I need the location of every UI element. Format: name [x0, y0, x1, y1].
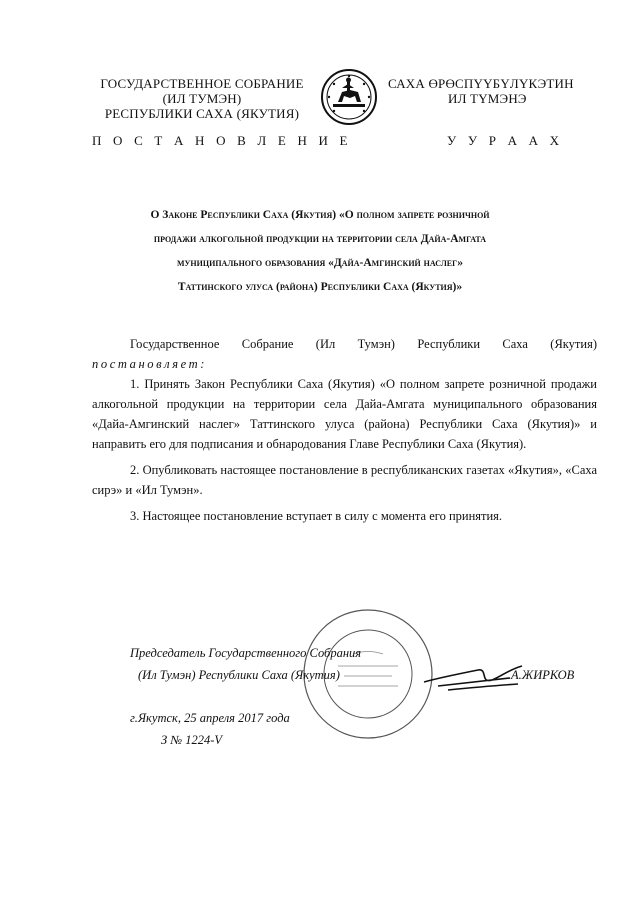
title-line3: муниципального образования «Дайа-Амгинский наслег» — [177, 257, 463, 269]
decrees-word: постановляет: — [92, 357, 207, 371]
doc-type-left: П О С Т А Н О В Л Е Н И Е — [92, 133, 352, 148]
title-line2: продажи алкогольной продукции на территории села Дайа-Амгата — [153, 233, 487, 245]
title-line1: О Законе Республики Саха (Якутия) «О полном запрете розничной — [150, 209, 490, 221]
header-right — [388, 76, 618, 106]
org-name-sakha-line1: САХА ӨРӨСПҮҮБҮЛҮКЭТИН — [388, 76, 574, 91]
preamble: Государственное Собрание (Ил Тумэн) Республики Саха (Якутия) — [130, 337, 597, 351]
signer-name: А.ЖИРКОВ — [511, 668, 575, 682]
org-name-line3: РЕСПУБЛИКИ САХА (ЯКУТИЯ) — [104, 106, 300, 121]
body — [92, 334, 597, 526]
place-date: г.Якутск, 25 апреля 2017 года — [130, 711, 290, 725]
org-name-sakha-line2: ИЛ ТҮМЭНЭ — [448, 91, 527, 106]
decree-item-3: 3. Настоящее постановление вступает в силу с момента его принятия. — [130, 509, 503, 523]
signer-position-line1: Председатель Государственного Собрания — [130, 646, 362, 660]
doc-type-right: У У Р А А Х — [447, 133, 564, 148]
title-line4: Таттинского улуса (района) Республики Саха (Якутия)» — [177, 281, 463, 293]
decree-item-2: 2. Опубликовать настоящее постановление в республиканских газетах «Якутия», «Саха сирэ» и «Ил Тумэн». — [92, 463, 597, 497]
document-title — [110, 203, 530, 299]
document-number: З № 1224-V — [161, 733, 223, 747]
header-left — [92, 76, 312, 121]
coat-of-arms-icon — [320, 68, 378, 126]
org-name-line2: (ИЛ ТУМЭН) — [162, 91, 242, 106]
org-name-line1: ГОСУДАРСТВЕННОЕ СОБРАНИЕ — [100, 76, 304, 91]
signer-position-line2: (Ил Тумэн) Республики Саха (Якутия) — [138, 668, 340, 682]
decree-item-1: 1. Принять Закон Республики Саха (Якутия) «О полном запрете розничной продажи алкогольной продукции на территории села Дайа-Амгата муниципального образования «Дайа-Амгинский наслег» Таттинского улуса (района) Республики Саха (Якутия)» и направить его для подписания и обнародования Главе Республики Саха (Якутия). — [92, 377, 597, 451]
